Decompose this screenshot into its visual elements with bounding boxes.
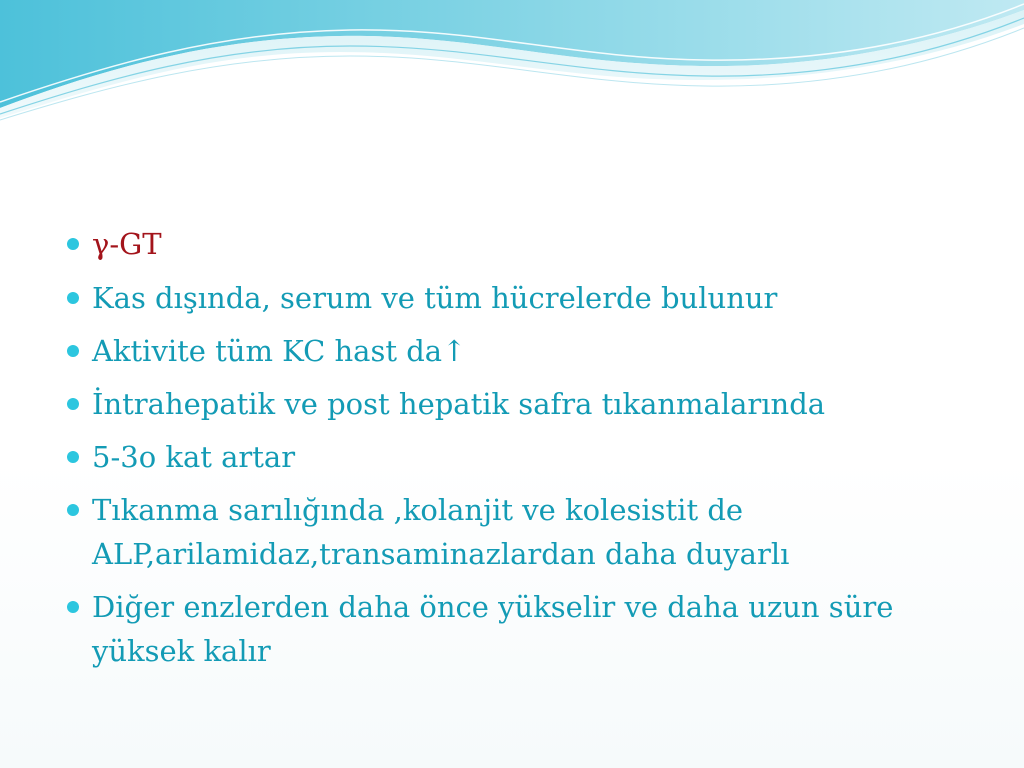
bullet-item xyxy=(62,382,982,426)
bullet-item xyxy=(62,488,982,576)
bullet-item xyxy=(62,276,982,320)
bullet-item-heading xyxy=(62,222,982,266)
bullet-text: 5-3o kat artar xyxy=(92,440,296,474)
bullet-dot-icon xyxy=(67,345,79,357)
bullet-dot-icon xyxy=(67,504,79,516)
slide-content xyxy=(62,222,982,682)
bullet-text: Diğer enzlerden daha önce yükselir ve daha uzun süre yüksek kalır xyxy=(92,590,894,668)
bullet-item xyxy=(62,585,982,673)
bullet-text: Kas dışında, serum ve tüm hücrelerde bulunur xyxy=(92,281,778,315)
bullet-dot-icon xyxy=(67,238,79,250)
bullet-text: γ-GT xyxy=(92,227,162,261)
bullet-dot-icon xyxy=(67,292,79,304)
bullet-list xyxy=(62,222,982,673)
bullet-dot-icon xyxy=(67,601,79,613)
header-wave-decoration xyxy=(0,0,1024,130)
bullet-dot-icon xyxy=(67,398,79,410)
bullet-item xyxy=(62,435,982,479)
bullet-text: Aktivite tüm KC hast da↑ xyxy=(92,334,467,368)
bullet-text: İntrahepatik ve post hepatik safra tıkanmalarında xyxy=(92,387,826,421)
bullet-dot-icon xyxy=(67,451,79,463)
bullet-item xyxy=(62,329,982,373)
bullet-text: Tıkanma sarılığında ,kolanjit ve kolesistit de ALP,arilamidaz,transaminazlardan daha duyarlı xyxy=(92,493,790,571)
